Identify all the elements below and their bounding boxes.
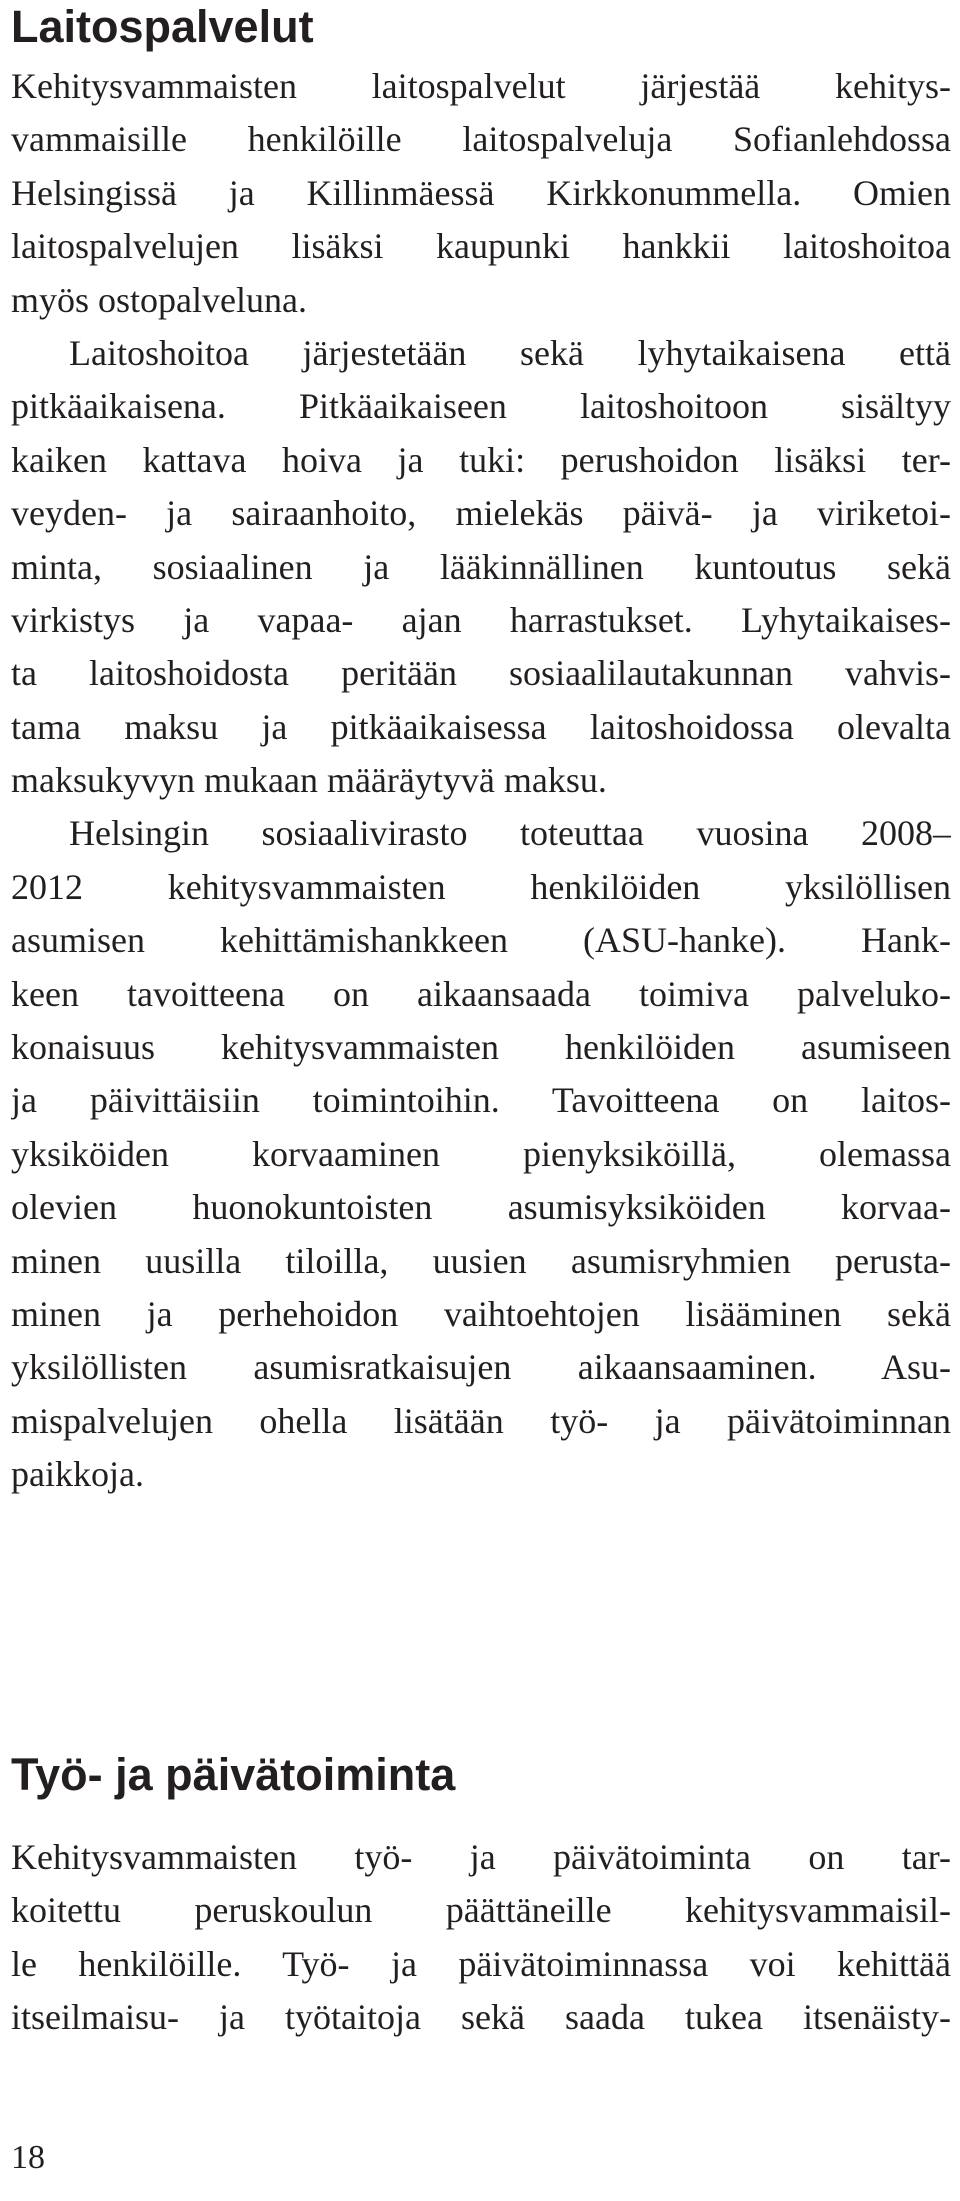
text-line: asumisen kehittämishankkeen (ASU-hanke). Hank- <box>11 920 951 961</box>
text-line: le henkilöille. Työ- ja päivätoiminnassa voi kehittää <box>11 1943 951 1984</box>
text-line: keen tavoitteena on aikaansaada toimiva palveluko- <box>11 973 951 1014</box>
text-line: yksiköiden korvaaminen pienyksiköillä, olemassa <box>11 1133 951 1174</box>
text-line: Kehitysvammaisten laitospalvelut järjestää kehitys- <box>11 66 951 106</box>
section-heading-laitospalvelut: Laitospalvelut <box>11 1 314 52</box>
section-body-laitospalvelut <box>11 60 951 1502</box>
text-line: myös ostopalveluna. <box>11 279 307 320</box>
page-number: 18 <box>11 2139 45 2176</box>
section-body-tyo-ja-paivatoiminta <box>11 1831 951 2045</box>
text-line: Helsingissä ja Killinmäessä Kirkkonummella. Omien <box>11 172 951 213</box>
text-line: veyden- ja sairaanhoito, mielekäs päivä- ja viriketoi- <box>11 493 951 534</box>
text-line: ja päivittäisiin toimintoihin. Tavoitteena on laitos- <box>11 1080 951 1121</box>
section-heading-tyo-ja-paivatoiminta: Työ- ja päivätoiminta <box>11 1749 456 1800</box>
text-line: paikkoja. <box>11 1454 144 1495</box>
text-line: pitkäaikaisena. Pitkäaikaiseen laitoshoitoon sisältyy <box>11 386 951 427</box>
text-line: olevien huonokuntoisten asumisyksiköiden korvaa- <box>11 1187 951 1228</box>
text-line: yksilöllisten asumisratkaisujen aikaansaaminen. Asu- <box>11 1347 951 1388</box>
text-line: virkistys ja vapaa- ajan harrastukset. Lyhytaikaises- <box>11 599 951 640</box>
text-line: minen ja perhehoidon vaihtoehtojen lisääminen sekä <box>11 1293 951 1334</box>
text-line: ta laitoshoidosta peritään sosiaalilautakunnan vahvis- <box>11 653 951 694</box>
text-line: Kehitysvammaisten työ- ja päivätoiminta on tar- <box>11 1837 951 1877</box>
text-line: koitettu peruskoulun päättäneille kehitysvammaisil- <box>11 1890 951 1931</box>
text-line: vammaisille henkilöille laitospalveluja Sofianlehdossa <box>11 119 951 160</box>
text-line: minen uusilla tiloilla, uusien asumisryhmien perusta- <box>11 1240 951 1281</box>
text-line: minta, sosiaalinen ja lääkinnällinen kuntoutus sekä <box>11 546 951 587</box>
text-line: tama maksu ja pitkäaikaisessa laitoshoidossa olevalta <box>11 706 951 747</box>
text-line: Laitoshoitoa järjestetään sekä lyhytaikaisena että <box>69 332 951 373</box>
text-line: Helsingin sosiaalivirasto toteuttaa vuosina 2008– <box>69 813 951 854</box>
text-line: maksukyvyn mukaan määräytyvä maksu. <box>11 760 607 801</box>
text-line: itseilmaisu- ja työtaitoja sekä saada tukea itsenäisty- <box>11 1997 951 2038</box>
text-line: mispalvelujen ohella lisätään työ- ja päivätoiminnan <box>11 1400 951 1441</box>
text-line: konaisuus kehitysvammaisten henkilöiden asumiseen <box>11 1027 951 1068</box>
text-line: 2012 kehitysvammaisten henkilöiden yksilöllisen <box>11 866 951 907</box>
text-line: kaiken kattava hoiva ja tuki: perushoidon lisäksi ter- <box>11 439 951 480</box>
text-line: laitospalvelujen lisäksi kaupunki hankkii laitoshoitoa <box>11 226 951 267</box>
